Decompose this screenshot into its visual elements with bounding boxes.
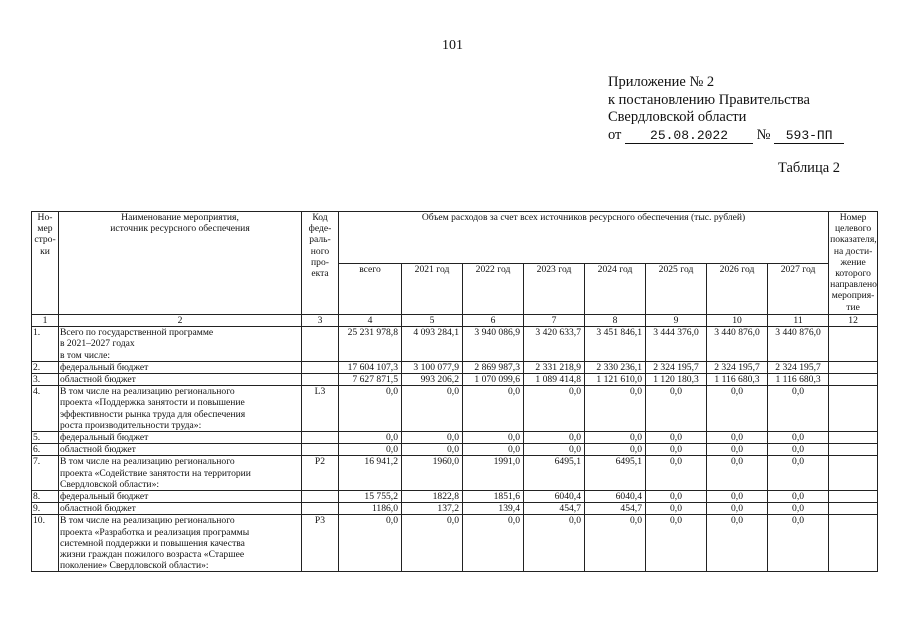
table-row bbox=[32, 503, 878, 515]
appendix-title: Приложение № 2 bbox=[608, 74, 715, 90]
row-number: 3. bbox=[32, 374, 59, 386]
row-value: 15 755,2 bbox=[339, 491, 402, 503]
row-indicator bbox=[829, 456, 878, 491]
row-number: 7. bbox=[32, 456, 59, 491]
row-value: 0,0 bbox=[585, 515, 646, 572]
row-code bbox=[302, 327, 339, 362]
row-number: 5. bbox=[32, 432, 59, 444]
row-value: 0,0 bbox=[402, 432, 463, 444]
row-value: 0,0 bbox=[339, 386, 402, 432]
decree-number: 593-ПП bbox=[774, 129, 844, 144]
row-name: В том числе на реализацию регионального проекта «Поддержка занятости и повышение эффективности рынка труда для обеспечения роста производительности труда»: bbox=[59, 386, 302, 432]
row-value: 6495,1 bbox=[585, 456, 646, 491]
column-number: 11 bbox=[768, 315, 829, 327]
header-year: 2024 год bbox=[585, 263, 646, 315]
row-value: 0,0 bbox=[585, 444, 646, 456]
header-indicator: Номер целевого показателя, на дости- жение которого направлено мероприя- тие bbox=[830, 212, 877, 313]
row-value: 0,0 bbox=[402, 515, 463, 572]
row-value: 0,0 bbox=[768, 491, 829, 503]
column-number: 6 bbox=[463, 315, 524, 327]
row-number: 1. bbox=[32, 327, 59, 362]
row-value: 3 440 876,0 bbox=[768, 327, 829, 362]
column-number: 8 bbox=[585, 315, 646, 327]
table-row bbox=[32, 374, 878, 386]
row-value: 0,0 bbox=[524, 515, 585, 572]
row-value: 0,0 bbox=[646, 503, 707, 515]
row-value: 0,0 bbox=[768, 515, 829, 572]
row-name: федеральный бюджет bbox=[59, 432, 302, 444]
row-value: 0,0 bbox=[707, 491, 768, 503]
column-number: 10 bbox=[707, 315, 768, 327]
row-value: 0,0 bbox=[768, 503, 829, 515]
row-value: 454,7 bbox=[524, 503, 585, 515]
row-code bbox=[302, 503, 339, 515]
row-value: 0,0 bbox=[463, 386, 524, 432]
date-prefix: от bbox=[608, 126, 622, 143]
number-prefix: № bbox=[756, 126, 771, 143]
row-value: 0,0 bbox=[646, 432, 707, 444]
row-value: 4 093 284,1 bbox=[402, 327, 463, 362]
column-numbers-row bbox=[32, 315, 878, 327]
appendix-date-line bbox=[608, 127, 844, 145]
table-row bbox=[32, 491, 878, 503]
row-value: 1 120 180,3 bbox=[646, 374, 707, 386]
column-number: 5 bbox=[402, 315, 463, 327]
table-label: Таблица 2 bbox=[778, 160, 841, 176]
header-year: всего bbox=[339, 263, 402, 315]
row-indicator bbox=[829, 327, 878, 362]
row-value: 0,0 bbox=[524, 386, 585, 432]
row-indicator bbox=[829, 503, 878, 515]
table-row bbox=[32, 327, 878, 362]
header-year: 2023 год bbox=[524, 263, 585, 315]
row-value: 1851,6 bbox=[463, 491, 524, 503]
row-value: 0,0 bbox=[524, 432, 585, 444]
page-number: 101 bbox=[442, 38, 463, 53]
row-name: областной бюджет bbox=[59, 503, 302, 515]
table-row bbox=[32, 456, 878, 491]
row-value: 0,0 bbox=[707, 503, 768, 515]
row-code: P3 bbox=[302, 515, 339, 572]
table-row bbox=[32, 515, 878, 572]
row-value: 16 941,2 bbox=[339, 456, 402, 491]
row-code bbox=[302, 361, 339, 373]
row-name: В том числе на реализацию регионального проекта «Содействие занятости на территории Свердловской области»: bbox=[59, 456, 302, 491]
row-value: 139,4 bbox=[463, 503, 524, 515]
row-name: областной бюджет bbox=[59, 374, 302, 386]
row-value: 0,0 bbox=[707, 432, 768, 444]
row-value: 2 869 987,3 bbox=[463, 361, 524, 373]
row-value: 6040,4 bbox=[524, 491, 585, 503]
row-value: 0,0 bbox=[463, 515, 524, 572]
row-value: 3 444 376,0 bbox=[646, 327, 707, 362]
row-value: 0,0 bbox=[768, 386, 829, 432]
row-number: 9. bbox=[32, 503, 59, 515]
row-value: 0,0 bbox=[402, 444, 463, 456]
row-value: 3 440 876,0 bbox=[707, 327, 768, 362]
row-value: 1186,0 bbox=[339, 503, 402, 515]
row-name: федеральный бюджет bbox=[59, 361, 302, 373]
row-value: 1991,0 bbox=[463, 456, 524, 491]
appendix-decree: к постановлению Правительства bbox=[608, 91, 810, 108]
row-value: 3 420 633,7 bbox=[524, 327, 585, 362]
column-number: 4 bbox=[339, 315, 402, 327]
row-indicator bbox=[829, 491, 878, 503]
table-row bbox=[32, 432, 878, 444]
row-value: 0,0 bbox=[646, 515, 707, 572]
header-year: 2027 год bbox=[768, 263, 829, 315]
column-number: 3 bbox=[302, 315, 339, 327]
row-value: 0,0 bbox=[768, 432, 829, 444]
row-number: 6. bbox=[32, 444, 59, 456]
row-value: 1 121 610,0 bbox=[585, 374, 646, 386]
row-value: 3 451 846,1 bbox=[585, 327, 646, 362]
row-value: 0,0 bbox=[339, 444, 402, 456]
header-name: Наименование мероприятия, источник ресурсного обеспечения bbox=[59, 212, 302, 315]
row-value: 0,0 bbox=[463, 432, 524, 444]
row-value: 0,0 bbox=[585, 386, 646, 432]
row-indicator bbox=[829, 515, 878, 572]
row-number: 10. bbox=[32, 515, 59, 572]
row-value: 0,0 bbox=[707, 456, 768, 491]
row-value: 0,0 bbox=[707, 386, 768, 432]
row-value: 3 940 086,9 bbox=[463, 327, 524, 362]
row-value: 1 116 680,3 bbox=[768, 374, 829, 386]
row-code: L3 bbox=[302, 386, 339, 432]
row-value: 2 324 195,7 bbox=[707, 361, 768, 373]
row-indicator bbox=[829, 386, 878, 432]
row-value: 0,0 bbox=[707, 515, 768, 572]
row-value: 2 330 236,1 bbox=[585, 361, 646, 373]
row-value: 0,0 bbox=[463, 444, 524, 456]
decree-date: 25.08.2022 bbox=[625, 129, 753, 144]
row-indicator bbox=[829, 432, 878, 444]
row-number: 8. bbox=[32, 491, 59, 503]
table-row bbox=[32, 444, 878, 456]
row-indicator bbox=[829, 444, 878, 456]
row-name: федеральный бюджет bbox=[59, 491, 302, 503]
header-volume: Объем расходов за счет всех источников ресурсного обеспечения (тыс. рублей) bbox=[339, 212, 829, 264]
row-value: 1 089 414,8 bbox=[524, 374, 585, 386]
column-number: 9 bbox=[646, 315, 707, 327]
row-value: 0,0 bbox=[768, 456, 829, 491]
row-code bbox=[302, 374, 339, 386]
table-row bbox=[32, 361, 878, 373]
column-number: 7 bbox=[524, 315, 585, 327]
row-value: 0,0 bbox=[339, 432, 402, 444]
row-value: 0,0 bbox=[646, 491, 707, 503]
row-code bbox=[302, 432, 339, 444]
header-row-number: Но- мер стро- ки bbox=[32, 212, 59, 315]
row-value: 25 231 978,8 bbox=[339, 327, 402, 362]
row-value: 6040,4 bbox=[585, 491, 646, 503]
table-body bbox=[32, 327, 878, 572]
row-value: 137,2 bbox=[402, 503, 463, 515]
row-value: 2 331 218,9 bbox=[524, 361, 585, 373]
header-year: 2021 год bbox=[402, 263, 463, 315]
row-value: 1960,0 bbox=[402, 456, 463, 491]
row-value: 7 627 871,5 bbox=[339, 374, 402, 386]
row-value: 0,0 bbox=[768, 444, 829, 456]
header-row-top bbox=[32, 212, 878, 264]
row-value: 0,0 bbox=[646, 456, 707, 491]
column-number: 12 bbox=[829, 315, 878, 327]
appendix-region: Свердловской области bbox=[608, 109, 747, 125]
appendix-block bbox=[608, 74, 844, 144]
column-number: 1 bbox=[32, 315, 59, 327]
row-value: 17 604 107,3 bbox=[339, 361, 402, 373]
row-value: 2 324 195,7 bbox=[646, 361, 707, 373]
row-code bbox=[302, 444, 339, 456]
row-code: P2 bbox=[302, 456, 339, 491]
row-value: 0,0 bbox=[339, 515, 402, 572]
row-value: 0,0 bbox=[707, 444, 768, 456]
row-value: 3 100 077,9 bbox=[402, 361, 463, 373]
row-value: 0,0 bbox=[402, 386, 463, 432]
row-value: 0,0 bbox=[646, 386, 707, 432]
row-value: 0,0 bbox=[524, 444, 585, 456]
row-indicator bbox=[829, 361, 878, 373]
row-number: 4. bbox=[32, 386, 59, 432]
row-value: 1 116 680,3 bbox=[707, 374, 768, 386]
header-code: Код феде- раль- ного про- екта bbox=[302, 212, 339, 315]
row-value: 0,0 bbox=[646, 444, 707, 456]
column-number: 2 bbox=[59, 315, 302, 327]
row-name: Всего по государственной программе в 2021–2027 годах в том числе: bbox=[59, 327, 302, 362]
row-indicator bbox=[829, 374, 878, 386]
row-value: 993 206,2 bbox=[402, 374, 463, 386]
row-code bbox=[302, 491, 339, 503]
row-value: 1 070 099,6 bbox=[463, 374, 524, 386]
row-value: 2 324 195,7 bbox=[768, 361, 829, 373]
row-value: 454,7 bbox=[585, 503, 646, 515]
row-name: областной бюджет bbox=[59, 444, 302, 456]
budget-table bbox=[31, 211, 878, 572]
row-number: 2. bbox=[32, 361, 59, 373]
header-year: 2026 год bbox=[707, 263, 768, 315]
header-year: 2025 год bbox=[646, 263, 707, 315]
header-year: 2022 год bbox=[463, 263, 524, 315]
row-value: 6495,1 bbox=[524, 456, 585, 491]
row-value: 1822,8 bbox=[402, 491, 463, 503]
row-value: 0,0 bbox=[585, 432, 646, 444]
row-name: В том числе на реализацию регионального проекта «Разработка и реализация программы системной поддержки и повышения качества жизни граждан пожилого возраста «Старшее поколение» Свердловской области»: bbox=[59, 515, 302, 572]
table-row bbox=[32, 386, 878, 432]
